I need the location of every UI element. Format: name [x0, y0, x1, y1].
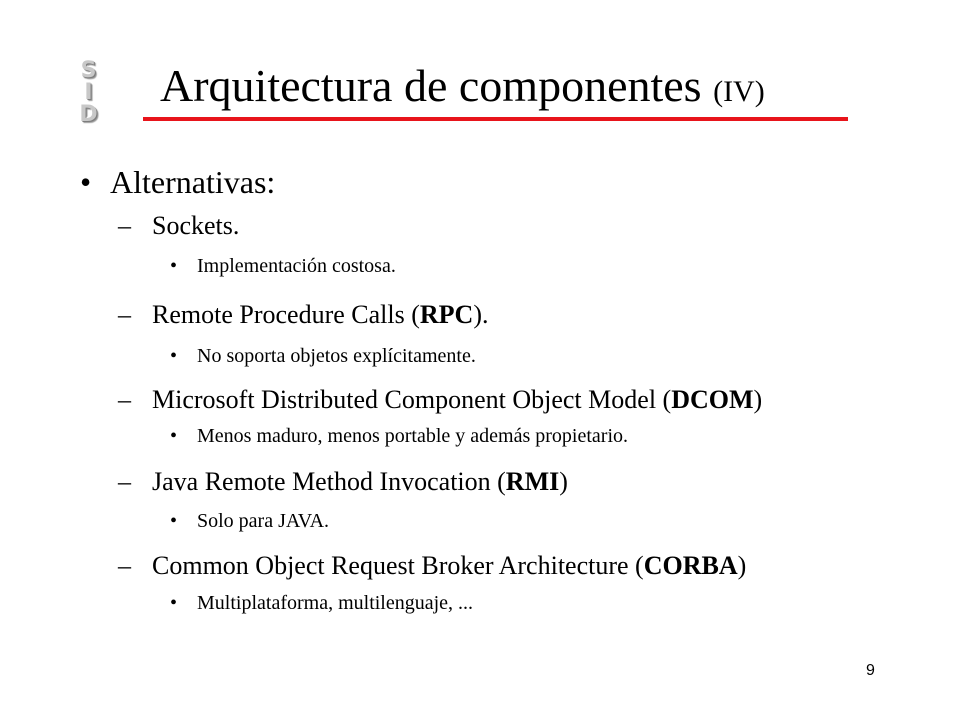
bullet-marker: •	[170, 345, 178, 367]
sub-list-item-text: Solo para JAVA.	[197, 510, 330, 532]
sub-list-item-text: Implementación costosa.	[197, 255, 396, 277]
slide-title-text: Arquitectura de componentes	[160, 60, 702, 111]
bullet-marker: •	[170, 255, 178, 277]
list-item-closing: )	[737, 551, 747, 580]
list-item-label: Remote Procedure Calls (	[152, 300, 420, 329]
bullet-marker: •	[170, 592, 178, 614]
heading-text: Alternativas:	[110, 164, 276, 200]
sub-list-item-text: No soporta objetos explícitamente.	[197, 345, 476, 367]
sid-logo	[62, 58, 118, 130]
logo-letter-d: D	[79, 102, 101, 127]
acronym: DCOM	[671, 385, 754, 414]
list-item-closing: )	[753, 385, 763, 414]
list-item-closing: ).	[473, 300, 489, 329]
dash-marker: –	[118, 551, 131, 580]
slide-title	[160, 58, 765, 120]
logo-letter-s: S	[80, 58, 100, 83]
bullet-marker: •	[170, 510, 178, 532]
list-item-label: Common Object Request Broker Architecture (	[152, 551, 644, 580]
list-item-text	[152, 211, 239, 241]
dash-marker: –	[118, 211, 131, 240]
list-item-label: Java Remote Method Invocation (	[152, 467, 506, 496]
list-item-label: Microsoft Distributed Component Object Model (	[152, 385, 672, 414]
sub-list-item-text: Menos maduro, menos portable y además propietario.	[197, 425, 628, 447]
dash-marker: –	[118, 385, 131, 414]
bullet-marker: •	[80, 164, 92, 200]
list-item-text	[152, 551, 746, 581]
list-item-label: Sockets.	[152, 211, 240, 240]
title-underline	[143, 117, 848, 121]
acronym: CORBA	[643, 551, 738, 580]
acronym: RMI	[505, 467, 560, 496]
dash-marker: –	[118, 467, 131, 496]
list-item-text	[152, 467, 568, 497]
bullet-marker: •	[170, 425, 178, 447]
slide-title-suffix: (IV)	[713, 75, 765, 108]
logo-letter-i: I	[84, 80, 96, 105]
list-item-closing: )	[559, 467, 568, 496]
sub-list-item-text: Multiplataforma, multilenguaje, ...	[197, 592, 474, 614]
dash-marker: –	[118, 300, 131, 329]
page-number: 9	[866, 662, 875, 679]
acronym: RPC	[419, 300, 474, 329]
list-item-text	[152, 385, 762, 415]
list-item-text	[152, 300, 488, 330]
